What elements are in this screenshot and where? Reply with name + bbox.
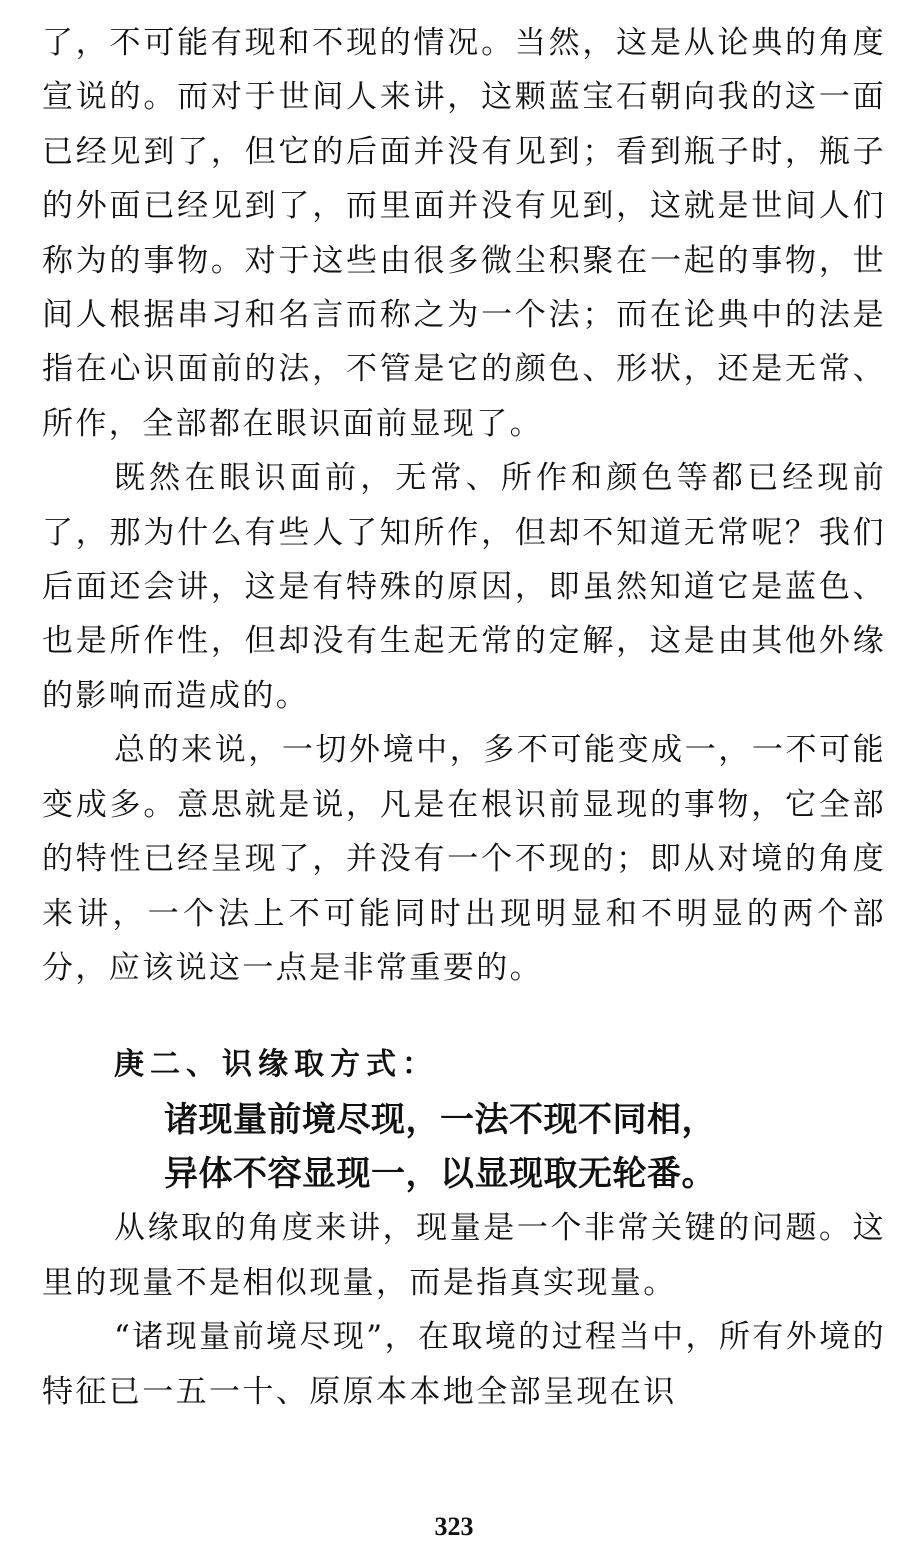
section-gap	[42, 995, 886, 1037]
section-heading: 庚二、识缘取方式：	[114, 1047, 438, 1083]
paragraph-quote: “诸现量前境尽现”，在取境的过程当中，所有外境的特征已一五一十、原原本本地全部呈现在识	[42, 1319, 886, 1410]
paragraph-perception: 从缘取的角度来讲，现量是一个非常关键的问题。这里的现量不是相似现量，而是指真实现量。	[42, 1210, 886, 1301]
paragraph-continued: 了，不可能有现和不现的情况。当然，这是从论典的角度宣说的。而对于世间人来讲，这颗蓝宝石朝向我的这一面已经见到了，但它的后面并没有见到；看到瓶子时，瓶子的外面已经见到了，而里面并没有见到，这就是世间人们称为的事物。对于这些由很多微尘积聚在一起的事物，世间人根据串习和名言而称之为一个法；而在论典中的法是指在心识面前的法，不管是它的颜色、形状，还是无常、所作，全部都在眼识面前显现了。	[42, 25, 886, 442]
verse-line-1: 诸现量前境尽现，一法不现不同相，	[164, 1100, 716, 1141]
verse-line-2: 异体不容显现一，以显现取无轮番。	[164, 1154, 716, 1195]
page-body	[42, 16, 886, 1419]
page-number: 323	[434, 1512, 474, 1541]
paragraph-summary: 总的来说，一切外境中，多不可能变成一，一不可能变成多。意思就是说，凡是在根识前显现的事物，它全部的特性已经呈现了，并没有一个不现的；即从对境的角度来讲，一个法上不可能同时出现明显和不明显的两个部分，应该说这一点是非常重要的。	[42, 732, 886, 986]
paragraph-eye-consciousness: 既然在眼识面前，无常、所作和颜色等都已经现前了，那为什么有些人了知所作，但却不知道无常呢？我们后面还会讲，这是有特殊的原因，即虽然知道它是蓝色、也是所作性，但却没有生起无常的定解，这是由其他外缘的影响而造成的。	[42, 460, 886, 714]
